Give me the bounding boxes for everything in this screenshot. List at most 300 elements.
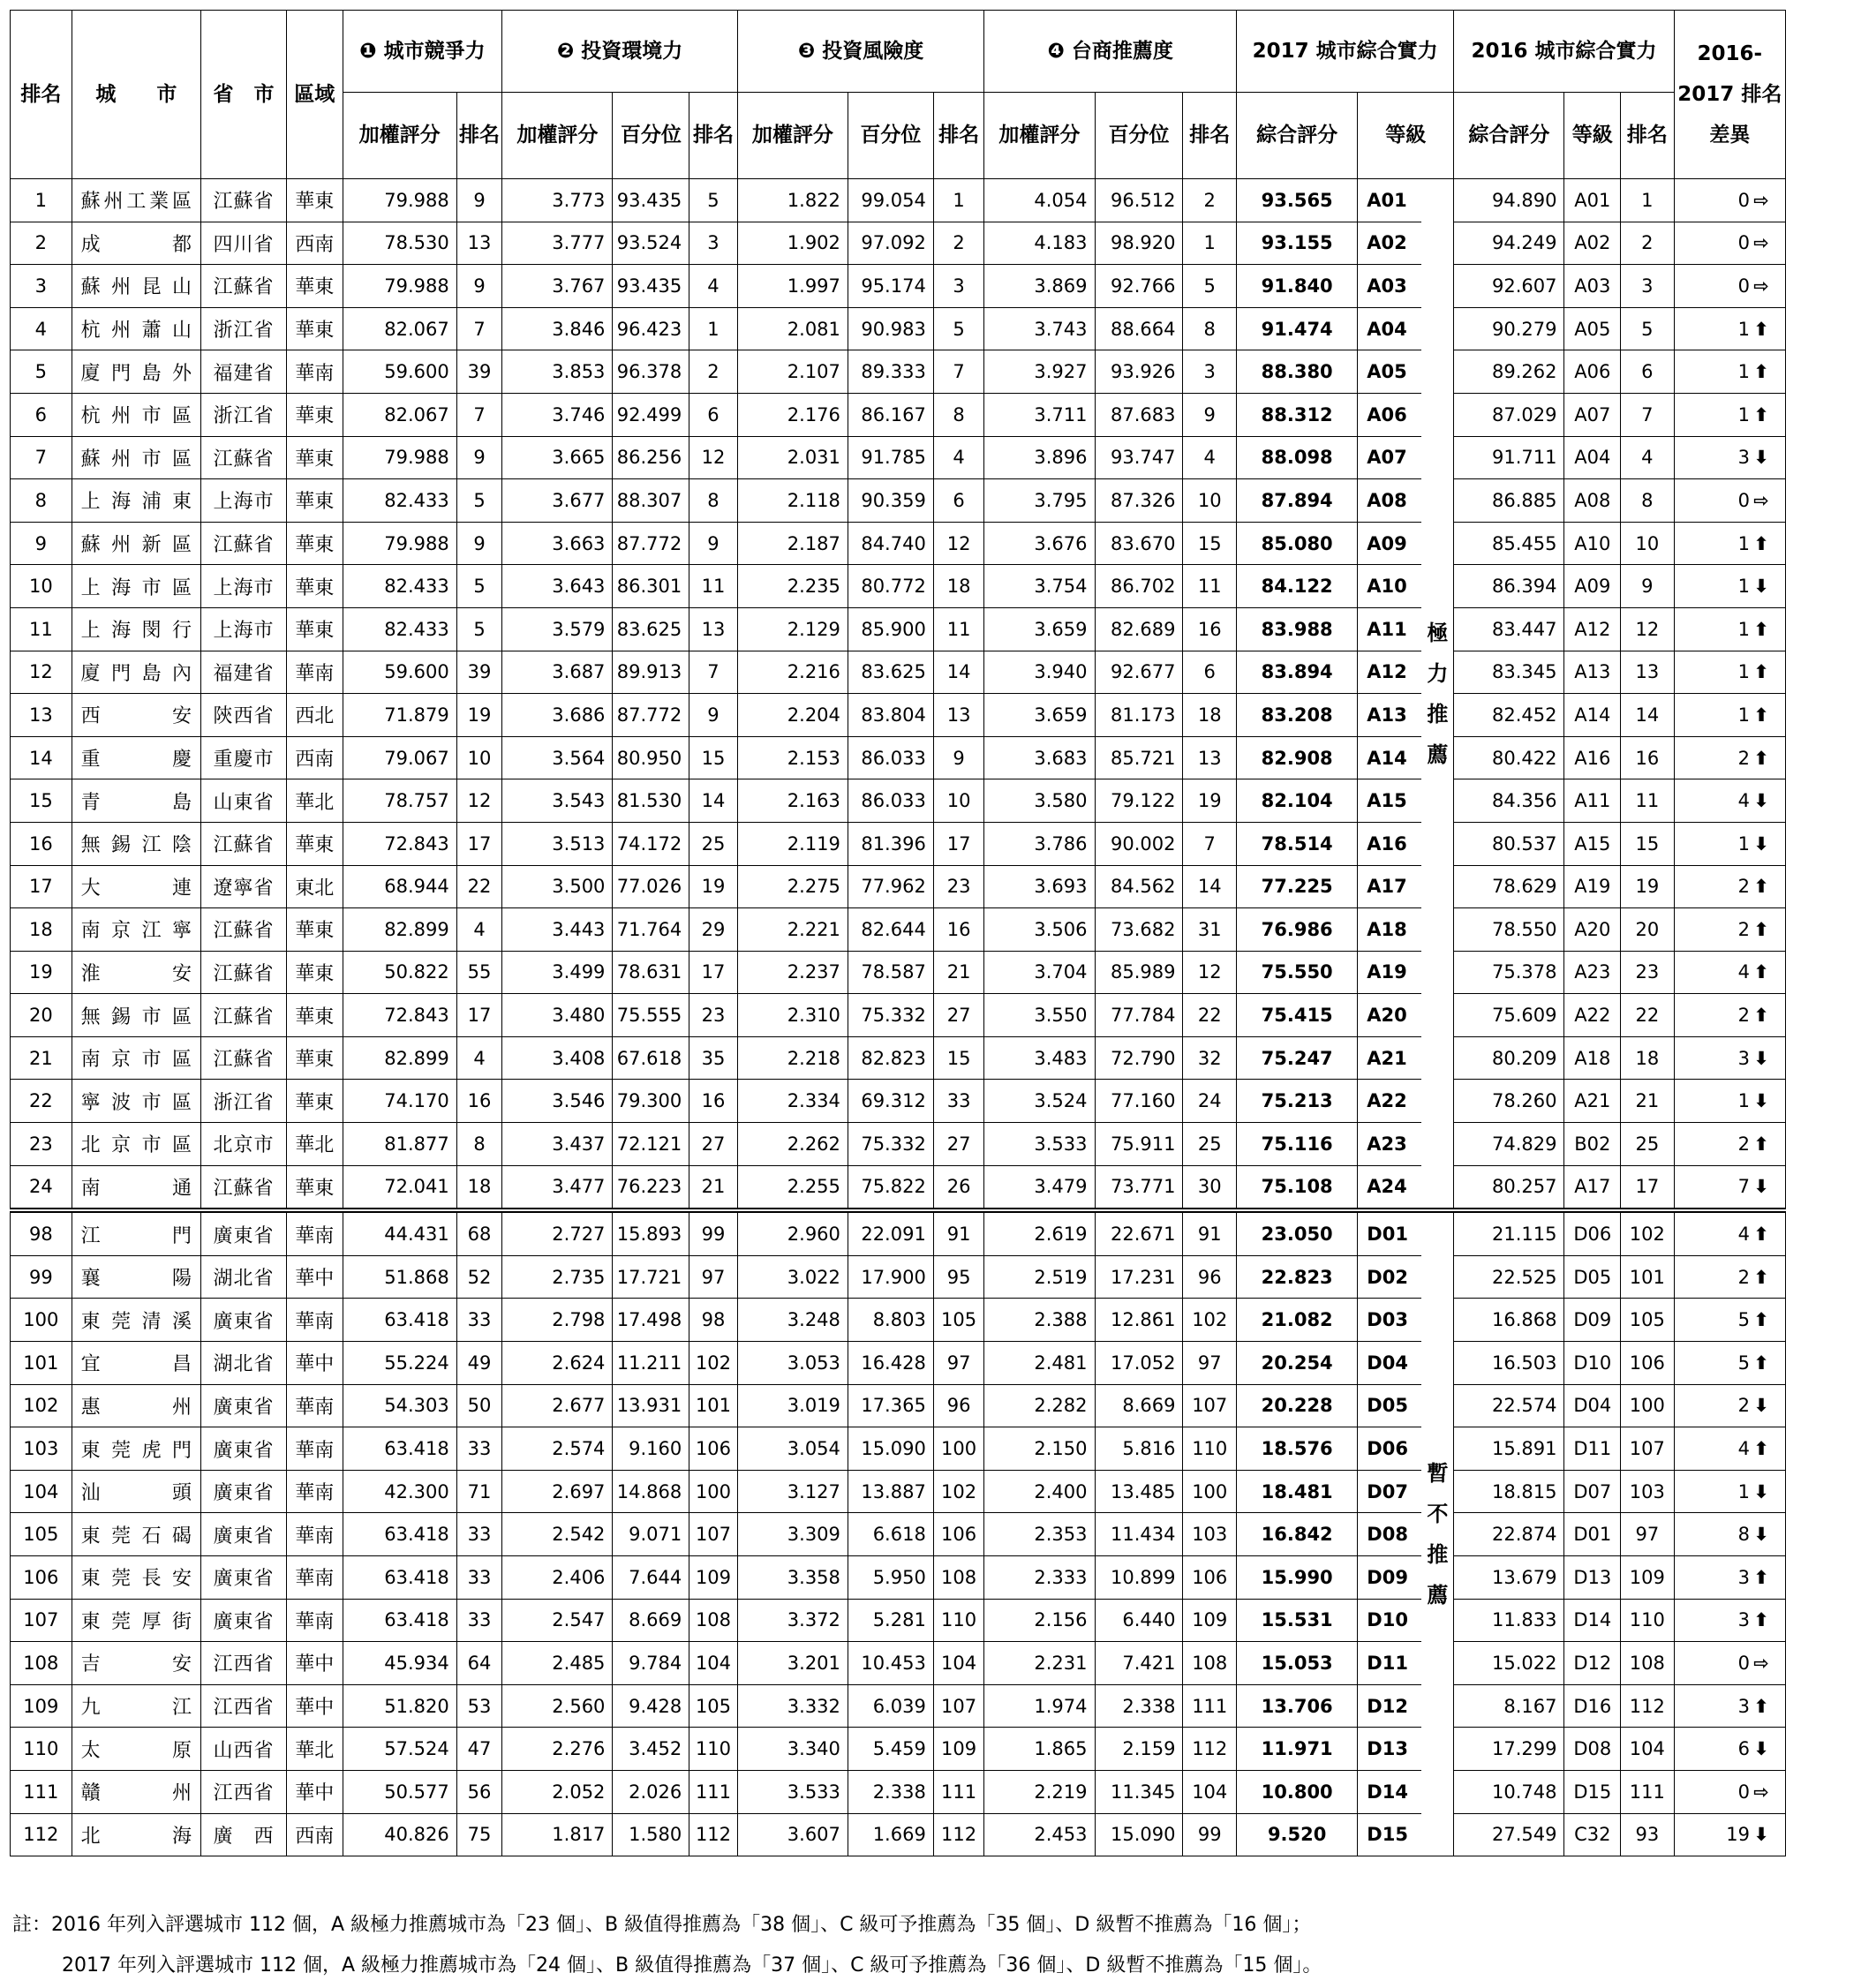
cell-ir-percentile: 1.669 [848, 1813, 933, 1856]
cell-ir-percentile: 6.039 [848, 1684, 933, 1728]
cell-rank: 11 [11, 607, 72, 651]
cell-rank-2016: 97 [1621, 1513, 1675, 1556]
cell-ie-percentile: 87.772 [613, 694, 689, 737]
header-percentile: 百分位 [848, 93, 933, 179]
cell-ie-rank: 7 [689, 651, 738, 694]
footnote-line-2: 2017 年列入評選城市 112 個，A 級極力推薦城市為「24 個」、B 級值得推薦為「37 個」、C 級可予推薦為「36 個」、D 級暫不推薦為「15 個」。 [62, 1954, 1322, 1977]
cell-region: 華東 [286, 436, 343, 479]
cell-city: 重 慶 [72, 736, 200, 779]
cell-grade-2017: A05 [1358, 350, 1422, 394]
cell-tr-rank: 100 [1183, 1470, 1237, 1513]
cell-city: 寧波市區 [72, 1080, 200, 1123]
cell-tr-percentile: 93.747 [1095, 436, 1183, 479]
cell-ir-weighted: 3.053 [737, 1342, 848, 1385]
cell-cc-rank: 75 [456, 1813, 502, 1856]
cell-ir-percentile: 5.281 [848, 1599, 933, 1642]
cell-rank-difference [1674, 1513, 1785, 1556]
cell-composite-2016: 85.455 [1454, 522, 1564, 565]
table-row [11, 222, 1786, 265]
cell-province: 山東省 [201, 779, 287, 823]
cell-composite-2016: 75.609 [1454, 994, 1564, 1037]
cell-region: 西南 [286, 736, 343, 779]
cell-ir-percentile: 75.822 [848, 1165, 933, 1210]
cell-city: 蘇州昆山 [72, 265, 200, 308]
cell-ie-percentile: 13.931 [613, 1384, 689, 1427]
cell-cc-rank: 9 [456, 522, 502, 565]
cell-tr-rank: 10 [1183, 479, 1237, 523]
cell-region: 華東 [286, 522, 343, 565]
cell-region: 華北 [286, 779, 343, 823]
table-row [11, 479, 1786, 523]
cell-tr-weighted: 3.659 [984, 694, 1095, 737]
table-row [11, 736, 1786, 779]
rank-change-arrow-icon: ⬇ [1753, 1090, 1769, 1112]
cell-rank: 24 [11, 1165, 72, 1210]
cell-ir-rank: 18 [933, 565, 984, 608]
cell-rank-2016: 14 [1621, 694, 1675, 737]
cell-region: 華中 [286, 1342, 343, 1385]
cell-rank-difference [1674, 1299, 1785, 1342]
rank-change-arrow-icon: ⬆ [1753, 1005, 1769, 1027]
cell-composite-2016: 90.279 [1454, 307, 1564, 350]
cell-tr-rank: 30 [1183, 1165, 1237, 1210]
cell-province: 湖北省 [201, 1342, 287, 1385]
cell-composite-2016: 13.679 [1454, 1556, 1564, 1600]
rank-change-arrow-icon: ⬆ [1753, 876, 1769, 898]
cell-ir-percentile: 17.365 [848, 1384, 933, 1427]
cell-composite-2016: 83.447 [1454, 607, 1564, 651]
cell-ie-percentile: 74.172 [613, 822, 689, 865]
cell-region: 華東 [286, 265, 343, 308]
cell-rank-2016: 100 [1621, 1384, 1675, 1427]
rank-change-arrow-icon: ⇨ [1753, 1781, 1769, 1803]
cell-tr-weighted: 3.795 [984, 479, 1095, 523]
cell-cc-rank: 4 [456, 1036, 502, 1080]
cell-province: 上海市 [201, 479, 287, 523]
cell-tr-rank: 109 [1183, 1599, 1237, 1642]
cell-rank: 9 [11, 522, 72, 565]
cell-ir-rank: 91 [933, 1210, 984, 1255]
rank-difference-value: 2 [1737, 1005, 1750, 1027]
cell-ie-percentile: 86.256 [613, 436, 689, 479]
cell-cc-rank: 13 [456, 222, 502, 265]
cell-ie-weighted: 3.579 [502, 607, 613, 651]
rank-change-arrow-icon: ⬆ [1753, 1438, 1769, 1460]
cell-region: 華中 [286, 1642, 343, 1685]
table-row [11, 522, 1786, 565]
cell-grade-2017: A14 [1358, 736, 1422, 779]
cell-grade-2017: A13 [1358, 694, 1422, 737]
cell-region: 東北 [286, 865, 343, 908]
cell-grade-2016: A03 [1564, 265, 1621, 308]
cell-province: 上海市 [201, 607, 287, 651]
cell-cc-weighted: 78.757 [343, 779, 456, 823]
cell-rank-difference [1674, 951, 1785, 994]
cell-ir-weighted: 3.340 [737, 1728, 848, 1771]
cell-tr-percentile: 82.689 [1095, 607, 1183, 651]
cell-rank-difference [1674, 1470, 1785, 1513]
cell-ie-rank: 112 [689, 1813, 738, 1856]
cell-ie-rank: 23 [689, 994, 738, 1037]
table-row [11, 1513, 1786, 1556]
cell-ie-rank: 29 [689, 908, 738, 952]
cell-tr-rank: 104 [1183, 1770, 1237, 1813]
table-row [11, 1036, 1786, 1080]
cell-province: 江蘇省 [201, 994, 287, 1037]
cell-region: 華南 [286, 1427, 343, 1471]
cell-tr-percentile: 75.911 [1095, 1123, 1183, 1166]
table-row [11, 651, 1786, 694]
cell-composite-2016: 80.537 [1454, 822, 1564, 865]
cell-grade-2017: D13 [1358, 1728, 1422, 1771]
rank-difference-value: 6 [1737, 1738, 1750, 1760]
cell-ir-rank: 13 [933, 694, 984, 737]
cell-ie-rank: 35 [689, 1036, 738, 1080]
cell-ie-rank: 104 [689, 1642, 738, 1685]
cell-tr-percentile: 84.562 [1095, 865, 1183, 908]
cell-tr-weighted: 3.711 [984, 393, 1095, 436]
table-row [11, 694, 1786, 737]
cell-grade-2016: D06 [1564, 1210, 1621, 1255]
cell-ir-weighted: 2.262 [737, 1123, 848, 1166]
header-2016-composite: 2016 城市綜合實力 [1454, 11, 1674, 93]
rank-difference-value: 1 [1737, 576, 1750, 598]
cell-composite-2016: 21.115 [1454, 1210, 1564, 1255]
cell-city: 無錫江陰 [72, 822, 200, 865]
cell-region: 華南 [286, 1470, 343, 1513]
cell-rank: 4 [11, 307, 72, 350]
cell-ir-rank: 102 [933, 1470, 984, 1513]
cell-tr-percentile: 87.683 [1095, 393, 1183, 436]
cell-rank: 20 [11, 994, 72, 1037]
table-row [11, 1470, 1786, 1513]
cell-composite-2016: 16.868 [1454, 1299, 1564, 1342]
cell-ie-weighted: 3.686 [502, 694, 613, 737]
cell-rank-2016: 18 [1621, 1036, 1675, 1080]
cell-ir-weighted: 3.127 [737, 1470, 848, 1513]
cell-tr-percentile: 11.345 [1095, 1770, 1183, 1813]
cell-city: 廈門島內 [72, 651, 200, 694]
cell-ir-rank: 111 [933, 1770, 984, 1813]
cell-province: 浙江省 [201, 1080, 287, 1123]
cell-province: 廣東省 [201, 1210, 287, 1255]
rank-change-arrow-icon: ⬆ [1753, 618, 1769, 640]
cell-ir-rank: 105 [933, 1299, 984, 1342]
cell-composite-2016: 89.262 [1454, 350, 1564, 394]
cell-ie-rank: 102 [689, 1342, 738, 1385]
cell-rank-2016: 9 [1621, 565, 1675, 608]
cell-tr-weighted: 3.479 [984, 1165, 1095, 1210]
cell-rank: 104 [11, 1470, 72, 1513]
cell-tr-rank: 112 [1183, 1728, 1237, 1771]
cell-tr-rank: 12 [1183, 951, 1237, 994]
cell-ir-weighted: 3.022 [737, 1255, 848, 1299]
cell-composite-2017: 82.104 [1237, 779, 1358, 823]
cell-province: 江蘇省 [201, 1165, 287, 1210]
cell-city: 杭州市區 [72, 393, 200, 436]
cell-composite-2016: 18.815 [1454, 1470, 1564, 1513]
cell-grade-2017: A08 [1358, 479, 1422, 523]
header-composite-2016: 綜合評分 [1454, 93, 1564, 179]
header-investment-environment: ❷ 投資環境力 [502, 11, 737, 93]
cell-tr-weighted: 3.550 [984, 994, 1095, 1037]
cell-grade-2017: A24 [1358, 1165, 1422, 1210]
cell-rank-2016: 105 [1621, 1299, 1675, 1342]
cell-region: 華東 [286, 1165, 343, 1210]
cell-region: 華南 [286, 1599, 343, 1642]
cell-cc-rank: 17 [456, 822, 502, 865]
cell-grade-2016: D07 [1564, 1470, 1621, 1513]
cell-composite-2016: 11.833 [1454, 1599, 1564, 1642]
cell-cc-weighted: 51.868 [343, 1255, 456, 1299]
cell-rank-difference [1674, 522, 1785, 565]
cell-ir-rank: 106 [933, 1513, 984, 1556]
rank-difference-value: 0 [1737, 489, 1750, 511]
cell-tr-percentile: 96.512 [1095, 179, 1183, 222]
cell-grade-2017: A20 [1358, 994, 1422, 1037]
cell-cc-rank: 19 [456, 694, 502, 737]
cell-cc-weighted: 59.600 [343, 350, 456, 394]
cell-rank-difference [1674, 1642, 1785, 1685]
cell-ir-percentile: 17.900 [848, 1255, 933, 1299]
cell-city: 贛 州 [72, 1770, 200, 1813]
cell-tr-rank: 4 [1183, 436, 1237, 479]
cell-tr-percentile: 10.899 [1095, 1556, 1183, 1600]
cell-tr-weighted: 3.683 [984, 736, 1095, 779]
cell-rank-2016: 6 [1621, 350, 1675, 394]
cell-ir-percentile: 89.333 [848, 350, 933, 394]
cell-composite-2016: 15.022 [1454, 1642, 1564, 1685]
cell-composite-2016: 8.167 [1454, 1684, 1564, 1728]
cell-ie-weighted: 3.746 [502, 393, 613, 436]
table-row [11, 1770, 1786, 1813]
cell-tr-rank: 2 [1183, 179, 1237, 222]
rank-change-arrow-icon: ⇨ [1753, 489, 1769, 511]
cell-rank: 102 [11, 1384, 72, 1427]
cell-ie-weighted: 3.663 [502, 522, 613, 565]
cell-grade-2017: D07 [1358, 1470, 1422, 1513]
cell-composite-2016: 15.891 [1454, 1427, 1564, 1471]
cell-grade-2016: B02 [1564, 1123, 1621, 1166]
cell-ir-rank: 1 [933, 179, 984, 222]
cell-ir-rank: 17 [933, 822, 984, 865]
cell-city: 上海市區 [72, 565, 200, 608]
rank-change-arrow-icon: ⬆ [1753, 1224, 1769, 1246]
cell-grade-2017: A19 [1358, 951, 1422, 994]
cell-province: 江蘇省 [201, 1036, 287, 1080]
rank-change-arrow-icon: ⬇ [1753, 1480, 1769, 1502]
cell-rank-difference [1674, 393, 1785, 436]
cell-composite-2017: 83.988 [1237, 607, 1358, 651]
cell-composite-2016: 78.550 [1454, 908, 1564, 952]
cell-ie-percentile: 14.868 [613, 1470, 689, 1513]
cell-ir-weighted: 3.309 [737, 1513, 848, 1556]
cell-cc-weighted: 63.418 [343, 1299, 456, 1342]
cell-tr-weighted: 4.054 [984, 179, 1095, 222]
table-row [11, 1728, 1786, 1771]
cell-tr-percentile: 17.052 [1095, 1342, 1183, 1385]
header-rank-difference: 2016-2017 排名差異 [1674, 11, 1785, 179]
cell-cc-weighted: 79.988 [343, 179, 456, 222]
cell-ie-rank: 109 [689, 1556, 738, 1600]
header-grade-2016: 等級 [1564, 93, 1621, 179]
cell-rank: 1 [11, 179, 72, 222]
cell-region: 華東 [286, 479, 343, 523]
rank-change-arrow-icon: ⬆ [1753, 1609, 1769, 1631]
rank-change-arrow-icon: ⬆ [1753, 318, 1769, 340]
cell-ir-weighted: 2.119 [737, 822, 848, 865]
cell-ir-weighted: 3.201 [737, 1642, 848, 1685]
cell-city: 東莞虎門 [72, 1427, 200, 1471]
cell-region: 華東 [286, 822, 343, 865]
cell-region: 西南 [286, 1813, 343, 1856]
cell-rank-difference [1674, 994, 1785, 1037]
cell-ie-weighted: 3.777 [502, 222, 613, 265]
cell-province: 湖北省 [201, 1255, 287, 1299]
cell-cc-rank: 53 [456, 1684, 502, 1728]
cell-region: 華南 [286, 1299, 343, 1342]
cell-ir-percentile: 6.618 [848, 1513, 933, 1556]
rank-difference-value: 1 [1737, 403, 1750, 425]
cell-grade-2017: D02 [1358, 1255, 1422, 1299]
cell-grade-2017: D06 [1358, 1427, 1422, 1471]
cell-cc-weighted: 79.988 [343, 265, 456, 308]
cell-ie-rank: 4 [689, 265, 738, 308]
cell-rank-2016: 104 [1621, 1728, 1675, 1771]
cell-ie-weighted: 3.853 [502, 350, 613, 394]
rank-difference-value: 1 [1737, 832, 1750, 855]
cell-ie-rank: 2 [689, 350, 738, 394]
cell-ir-percentile: 75.332 [848, 1123, 933, 1166]
cell-region: 華東 [286, 1036, 343, 1080]
cell-tr-weighted: 2.388 [984, 1299, 1095, 1342]
cell-region: 華東 [286, 607, 343, 651]
cell-tr-weighted: 3.676 [984, 522, 1095, 565]
cell-ie-percentile: 7.644 [613, 1556, 689, 1600]
cell-ie-rank: 27 [689, 1123, 738, 1166]
cell-ie-percentile: 17.721 [613, 1255, 689, 1299]
cell-ir-rank: 112 [933, 1813, 984, 1856]
cell-cc-weighted: 68.944 [343, 865, 456, 908]
footnotes [12, 1905, 1322, 1986]
table-row [11, 994, 1786, 1037]
cell-composite-2017: 23.050 [1237, 1210, 1358, 1255]
cell-ir-percentile: 10.453 [848, 1642, 933, 1685]
cell-ir-rank: 27 [933, 994, 984, 1037]
cell-tr-percentile: 90.002 [1095, 822, 1183, 865]
cell-ir-weighted: 2.204 [737, 694, 848, 737]
cell-tr-percentile: 77.160 [1095, 1080, 1183, 1123]
cell-rank-difference [1674, 1384, 1785, 1427]
cell-grade-2016: D08 [1564, 1728, 1621, 1771]
cell-composite-2016: 17.299 [1454, 1728, 1564, 1771]
cell-ir-percentile: 69.312 [848, 1080, 933, 1123]
cell-rank-2016: 3 [1621, 265, 1675, 308]
cell-grade-2016: A22 [1564, 994, 1621, 1037]
cell-ie-rank: 21 [689, 1165, 738, 1210]
cell-ir-percentile: 83.804 [848, 694, 933, 737]
cell-city: 太 原 [72, 1728, 200, 1771]
cell-cc-rank: 22 [456, 865, 502, 908]
header-province: 省 市 [201, 11, 287, 179]
cell-tr-percentile: 86.702 [1095, 565, 1183, 608]
cell-cc-rank: 52 [456, 1255, 502, 1299]
cell-city: 上海閔行 [72, 607, 200, 651]
cell-province: 上海市 [201, 565, 287, 608]
cell-ir-percentile: 2.338 [848, 1770, 933, 1813]
table-row [11, 1299, 1786, 1342]
cell-ir-percentile: 15.090 [848, 1427, 933, 1471]
cell-ie-rank: 100 [689, 1470, 738, 1513]
cell-grade-2016: D10 [1564, 1342, 1621, 1385]
cell-ir-weighted: 2.216 [737, 651, 848, 694]
cell-grade-2016: A15 [1564, 822, 1621, 865]
cell-ie-percentile: 67.618 [613, 1036, 689, 1080]
cell-tr-rank: 7 [1183, 822, 1237, 865]
cell-cc-rank: 50 [456, 1384, 502, 1427]
cell-tr-rank: 5 [1183, 265, 1237, 308]
cell-rank: 19 [11, 951, 72, 994]
cell-tr-percentile: 72.790 [1095, 1036, 1183, 1080]
cell-rank: 12 [11, 651, 72, 694]
cell-tr-percentile: 92.766 [1095, 265, 1183, 308]
cell-rank: 2 [11, 222, 72, 265]
cell-ir-weighted: 2.107 [737, 350, 848, 394]
cell-grade-2016: D12 [1564, 1642, 1621, 1685]
cell-region: 華南 [286, 350, 343, 394]
cell-rank: 8 [11, 479, 72, 523]
cell-tr-rank: 111 [1183, 1684, 1237, 1728]
cell-ie-weighted: 3.773 [502, 179, 613, 222]
rank-change-arrow-icon: ⬆ [1753, 1309, 1769, 1331]
cell-tr-rank: 25 [1183, 1123, 1237, 1166]
cell-ir-rank: 23 [933, 865, 984, 908]
cell-tr-percentile: 93.926 [1095, 350, 1183, 394]
rank-difference-value: 0 [1737, 232, 1750, 254]
header-percentile: 百分位 [1095, 93, 1183, 179]
cell-rank: 13 [11, 694, 72, 737]
cell-composite-2016: 80.422 [1454, 736, 1564, 779]
cell-city: 九 江 [72, 1684, 200, 1728]
cell-region: 西南 [286, 222, 343, 265]
cell-cc-weighted: 82.899 [343, 1036, 456, 1080]
cell-ie-weighted: 2.677 [502, 1384, 613, 1427]
cell-city: 南 通 [72, 1165, 200, 1210]
cell-rank-2016: 21 [1621, 1080, 1675, 1123]
cell-grade-2017: A03 [1358, 265, 1422, 308]
cell-ir-rank: 100 [933, 1427, 984, 1471]
rank-difference-value: 1 [1737, 618, 1750, 640]
cell-province: 北京市 [201, 1123, 287, 1166]
cell-cc-rank: 4 [456, 908, 502, 952]
cell-tr-weighted: 2.353 [984, 1513, 1095, 1556]
cell-region: 華南 [286, 651, 343, 694]
cell-province: 江西省 [201, 1770, 287, 1813]
cell-ie-weighted: 3.500 [502, 865, 613, 908]
cell-tr-weighted: 3.754 [984, 565, 1095, 608]
cell-rank-difference [1674, 565, 1785, 608]
cell-ie-weighted: 2.727 [502, 1210, 613, 1255]
cell-tr-weighted: 2.156 [984, 1599, 1095, 1642]
rank-difference-value: 2 [1737, 1133, 1750, 1155]
cell-ir-rank: 96 [933, 1384, 984, 1427]
cell-grade-2017: D04 [1358, 1342, 1422, 1385]
cell-tr-weighted: 3.483 [984, 1036, 1095, 1080]
cell-grade-2016: A07 [1564, 393, 1621, 436]
cell-tr-percentile: 73.682 [1095, 908, 1183, 952]
cell-city: 南京江寧 [72, 908, 200, 952]
table-row [11, 393, 1786, 436]
